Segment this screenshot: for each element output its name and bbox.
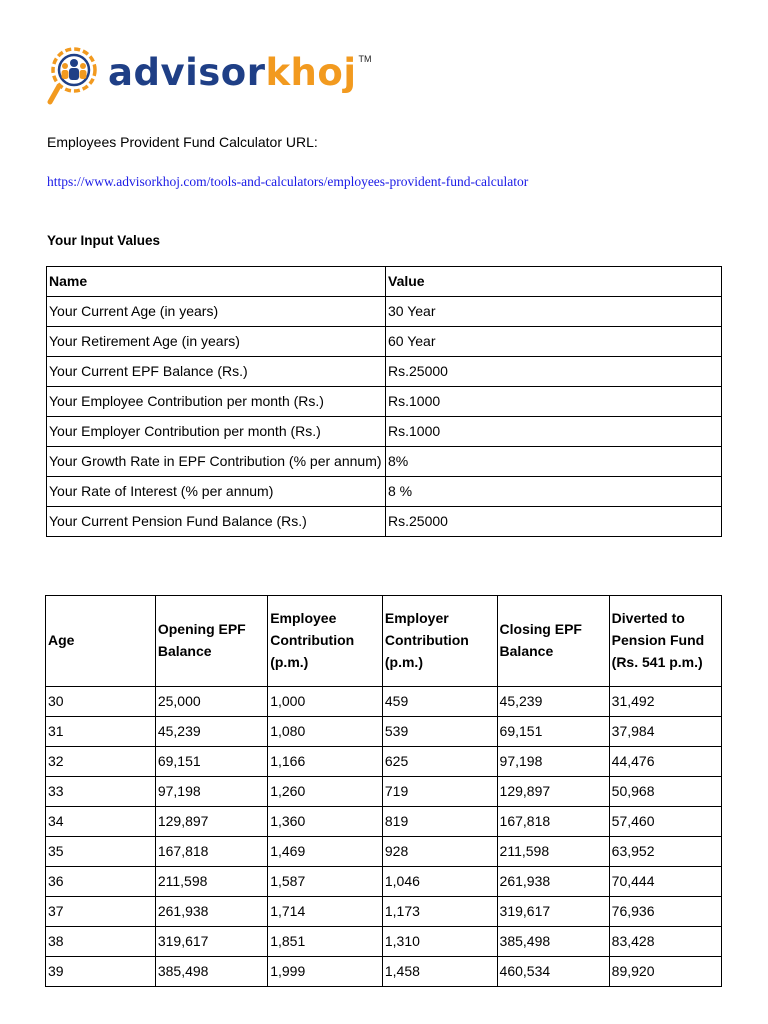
projection-row <box>46 867 722 897</box>
projection-cell: 211,598 <box>155 867 267 897</box>
calculator-url-label: Employees Provident Fund Calculator URL: <box>47 134 318 150</box>
logo-wordmark <box>108 51 357 94</box>
input-name-cell: Your Employer Contribution per month (Rs.) <box>47 417 386 447</box>
projection-cell: 129,897 <box>497 777 609 807</box>
input-value-cell: 8% <box>386 447 722 477</box>
logo-wordmark-advisor: advisor <box>108 51 266 94</box>
projection-cell: 97,198 <box>155 777 267 807</box>
projection-cell: 928 <box>382 837 497 867</box>
projection-cell: 76,936 <box>609 897 721 927</box>
projection-column-header: Employee Contribution (p.m.) <box>268 596 383 687</box>
projection-cell: 1,360 <box>268 807 383 837</box>
projection-cell: 63,952 <box>609 837 721 867</box>
logo-wordmark-khoj: khoj <box>265 51 357 94</box>
calculator-url-link[interactable]: https://www.advisorkhoj.com/tools-and-calculators/employees-provident-fund-calculator <box>47 174 529 189</box>
input-name-cell: Your Current EPF Balance (Rs.) <box>47 357 386 387</box>
trademark-mark: TM <box>358 54 372 64</box>
projection-column-header: Closing EPF Balance <box>497 596 609 687</box>
input-value-row <box>47 297 722 327</box>
input-values-heading: Your Input Values <box>47 233 161 248</box>
input-value-cell: Rs.1000 <box>386 387 722 417</box>
projection-cell: 57,460 <box>609 807 721 837</box>
input-values-header-row <box>47 267 722 297</box>
projection-cell: 385,498 <box>497 927 609 957</box>
input-name-cell: Your Current Pension Fund Balance (Rs.) <box>47 507 386 537</box>
projection-cell: 35 <box>46 837 156 867</box>
projection-row <box>46 957 722 987</box>
projection-cell: 44,476 <box>609 747 721 777</box>
input-name-cell: Your Retirement Age (in years) <box>47 327 386 357</box>
input-value-cell: 60 Year <box>386 327 722 357</box>
input-value-cell: 30 Year <box>386 297 722 327</box>
projection-cell: 36 <box>46 867 156 897</box>
projection-cell: 1,310 <box>382 927 497 957</box>
value-column-header: Value <box>386 267 722 297</box>
projection-cell: 261,938 <box>155 897 267 927</box>
input-name-cell: Your Rate of Interest (% per annum) <box>47 477 386 507</box>
projection-cell: 261,938 <box>497 867 609 897</box>
projection-cell: 819 <box>382 807 497 837</box>
projection-cell: 719 <box>382 777 497 807</box>
projection-cell: 69,151 <box>155 747 267 777</box>
epf-projection-table <box>45 595 722 987</box>
projection-cell: 70,444 <box>609 867 721 897</box>
projection-cell: 37,984 <box>609 717 721 747</box>
input-value-row <box>47 417 722 447</box>
projection-row <box>46 687 722 717</box>
projection-row <box>46 717 722 747</box>
input-value-row <box>47 387 722 417</box>
projection-row <box>46 837 722 867</box>
input-name-cell: Your Growth Rate in EPF Contribution (% per annum) <box>47 447 386 477</box>
projection-cell: 25,000 <box>155 687 267 717</box>
projection-cell: 30 <box>46 687 156 717</box>
projection-cell: 625 <box>382 747 497 777</box>
projection-cell: 31 <box>46 717 156 747</box>
projection-row <box>46 927 722 957</box>
input-value-row <box>47 477 722 507</box>
projection-cell: 1,173 <box>382 897 497 927</box>
projection-cell: 1,260 <box>268 777 383 807</box>
projection-cell: 129,897 <box>155 807 267 837</box>
projection-cell: 33 <box>46 777 156 807</box>
projection-cell: 50,968 <box>609 777 721 807</box>
input-value-row <box>47 447 722 477</box>
projection-cell: 319,617 <box>497 897 609 927</box>
input-value-cell: Rs.1000 <box>386 417 722 447</box>
projection-cell: 1,080 <box>268 717 383 747</box>
projection-cell: 38 <box>46 927 156 957</box>
projection-cell: 45,239 <box>155 717 267 747</box>
projection-cell: 211,598 <box>497 837 609 867</box>
projection-row <box>46 897 722 927</box>
projection-row <box>46 747 722 777</box>
projection-column-header: Employer Contribution (p.m.) <box>382 596 497 687</box>
input-values-table <box>46 266 722 537</box>
projection-cell: 37 <box>46 897 156 927</box>
advisorkhoj-logo <box>44 44 372 114</box>
projection-cell: 167,818 <box>155 837 267 867</box>
projection-cell: 45,239 <box>497 687 609 717</box>
name-column-header: Name <box>47 267 386 297</box>
projection-cell: 32 <box>46 747 156 777</box>
projection-cell: 89,920 <box>609 957 721 987</box>
projection-cell: 31,492 <box>609 687 721 717</box>
projection-cell: 1,587 <box>268 867 383 897</box>
projection-column-header: Opening EPF Balance <box>155 596 267 687</box>
input-value-cell: Rs.25000 <box>386 357 722 387</box>
input-name-cell: Your Employee Contribution per month (Rs.) <box>47 387 386 417</box>
projection-cell: 385,498 <box>155 957 267 987</box>
input-value-row <box>47 327 722 357</box>
projection-cell: 1,714 <box>268 897 383 927</box>
projection-row <box>46 777 722 807</box>
input-name-cell: Your Current Age (in years) <box>47 297 386 327</box>
epf-projection-table-body <box>46 687 722 987</box>
projection-cell: 1,469 <box>268 837 383 867</box>
projection-cell: 97,198 <box>497 747 609 777</box>
projection-cell: 1,999 <box>268 957 383 987</box>
projection-cell: 34 <box>46 807 156 837</box>
projection-cell: 459 <box>382 687 497 717</box>
input-values-table-body <box>47 267 722 537</box>
projection-cell: 1,166 <box>268 747 383 777</box>
projection-column-header: Diverted to Pension Fund (Rs. 541 p.m.) <box>609 596 721 687</box>
projection-cell: 1,851 <box>268 927 383 957</box>
input-value-row <box>47 357 722 387</box>
projection-cell: 167,818 <box>497 807 609 837</box>
projection-cell: 319,617 <box>155 927 267 957</box>
projection-cell: 1,046 <box>382 867 497 897</box>
input-value-cell: Rs.25000 <box>386 507 722 537</box>
projection-cell: 83,428 <box>609 927 721 957</box>
projection-cell: 39 <box>46 957 156 987</box>
projection-row <box>46 807 722 837</box>
projection-cell: 460,534 <box>497 957 609 987</box>
input-value-cell: 8 % <box>386 477 722 507</box>
input-value-row <box>47 507 722 537</box>
projection-column-header: Age <box>46 596 156 687</box>
projection-cell: 1,458 <box>382 957 497 987</box>
projection-cell: 69,151 <box>497 717 609 747</box>
epf-projection-header-row <box>46 596 722 687</box>
magnifier-people-logo-icon <box>44 44 102 110</box>
projection-cell: 1,000 <box>268 687 383 717</box>
projection-cell: 539 <box>382 717 497 747</box>
